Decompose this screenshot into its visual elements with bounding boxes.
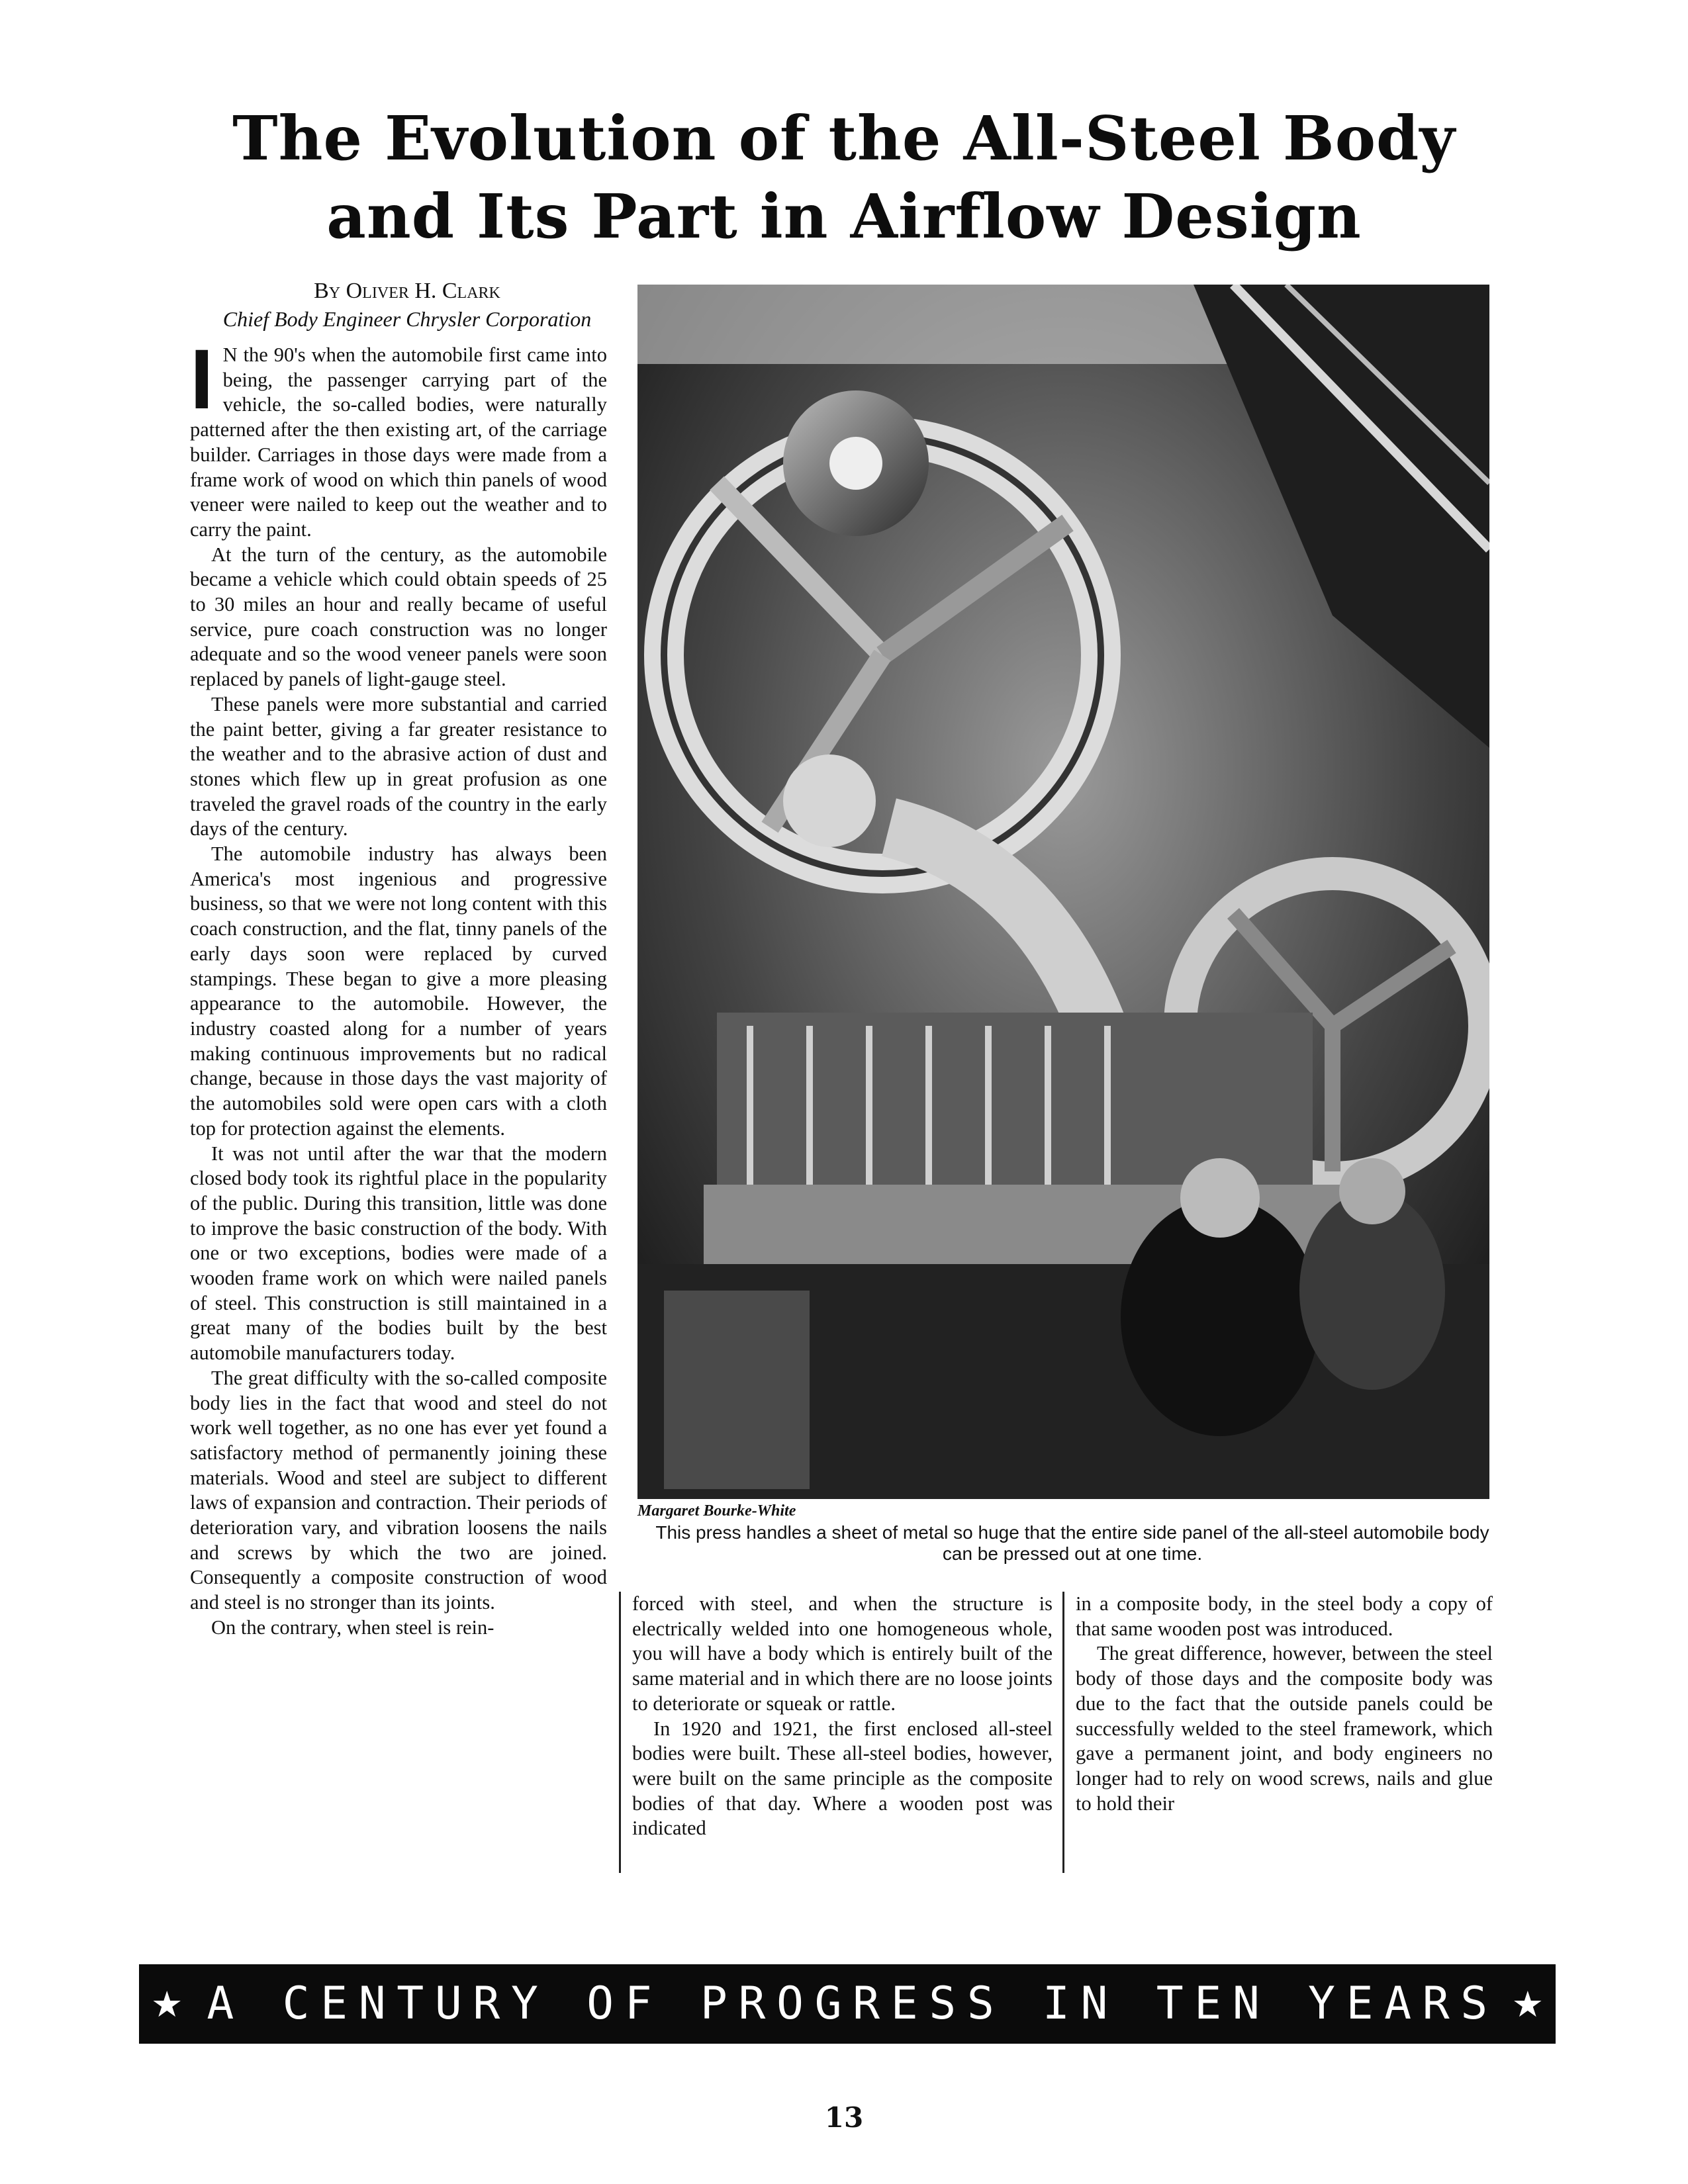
star-icon-left: ★ <box>151 1983 183 2025</box>
press-machine-photo <box>637 285 1489 1499</box>
century-of-progress-banner <box>139 1964 1556 2044</box>
paragraph-11: The great difference, however, between the steel body of those days and the composite body was due to the fact that the outside panels could be successfully welded to the steel framework, which gave a permanent joint, and body engineers no longer had to rely on wood screws, nails and glue to hold their <box>1076 1642 1493 1815</box>
column-rule-right <box>1062 1592 1064 1873</box>
banner-letter: R <box>473 1978 500 2030</box>
banner-letter: U <box>434 1978 462 2030</box>
drop-cap: I <box>190 332 214 427</box>
banner-gap <box>1270 1981 1297 2026</box>
banner-letter: C <box>282 1978 310 2030</box>
banner-gap <box>1005 1981 1031 2026</box>
photo-credit: Margaret Bourke-White <box>637 1502 796 1520</box>
banner-letter: O <box>776 1978 804 2030</box>
banner-gap <box>663 1981 689 2026</box>
paragraph-9: In 1920 and 1921, the first enclosed all-steel bodies were built. These all-steel bodies, however, were built on the same principle as the composite bodies of that day. Where a wooden post was indicated <box>632 1717 1053 1840</box>
paragraph-3: These panels were more substantial and carried the paint better, giving a far greater resistance to the weather and to the abrasive action of dust and stones which flew up in great profusion as one traveled the gravel roads of the country in the early days of the century. <box>190 692 607 841</box>
paragraph-1-text: N the 90's when the automobile first came into being, the passenger carrying part of the vehicle, the so-called bodies, were naturally patterned after the then existing art, of the carriage builder. Carriages in those days were made from a frame work of wood on which thin panels of wood veneer were nailed to keep out the weather and to carry the paint. <box>190 343 607 541</box>
banner-letter: R <box>738 1978 766 2030</box>
banner-letter: E <box>890 1978 918 2030</box>
text-column-3 <box>1076 1592 1493 1816</box>
banner-letter: S <box>966 1978 994 2030</box>
banner-letter: Y <box>1308 1978 1335 2030</box>
banner-letter: E <box>320 1978 348 2030</box>
banner-text <box>207 1978 1488 2030</box>
paragraph-1 <box>190 332 607 543</box>
text-column-2 <box>632 1592 1053 1841</box>
title-line-1: The Evolution of the All-Steel Body <box>232 103 1456 174</box>
banner-letter: I <box>1042 1978 1070 2030</box>
banner-letter: O <box>586 1978 614 2030</box>
photo-illustration <box>637 285 1489 1499</box>
banner-letter: P <box>700 1978 727 2030</box>
banner-letter: E <box>1346 1978 1374 2030</box>
paragraph-6: The great difficulty with the so-called composite body lies in the fact that wood and steel do not work well together, as no one has ever yet found a satisfactory method of permanently joining these materials. Wood and steel are subject to different laws of expansion and contraction. Their periods of deterioration vary, and vibration loosens the nails and screws by which the two are joined. Consequently a composite construction of wood and steel is no stronger than its joints. <box>190 1366 607 1614</box>
banner-letter: A <box>207 1978 234 2030</box>
banner-gap <box>549 1981 576 2026</box>
paragraph-7: On the contrary, when steel is rein- <box>211 1615 494 1639</box>
paragraph-2: At the turn of the century, as the automobile became a vehicle which could obtain speeds of 25 to 30 miles an hour and really became of useful service, pure coach construction was no longer adequate and so the wood veneer panels were soon replaced by panels of light-gauge steel. <box>190 543 607 691</box>
article-title <box>152 99 1536 255</box>
banner-letter: E <box>1194 1978 1222 2030</box>
banner-letter: R <box>1422 1978 1450 2030</box>
column-rule-left <box>619 1592 621 1873</box>
paragraph-5: It was not until after the war that the modern closed body took its rightful place in the popularity of the public. During this transition, little was done to improve the basic construction of the body. With one or two exceptions, bodies were made of a wooden frame work on which were nailed panels of steel. This construction is still maintained in a great many of the bodies built by the best automobile manufacturers today. <box>190 1142 607 1365</box>
banner-gap <box>245 1981 271 2026</box>
author-affiliation: Chief Body Engineer Chrysler Corporation <box>222 307 592 331</box>
photo-caption: This press handles a sheet of metal so huge that the entire side panel of the all-steel automobile body can be pressed out at one time. <box>655 1522 1489 1564</box>
banner-letter: N <box>358 1978 386 2030</box>
paragraph-8: forced with steel, and when the structure is electrically welded into one homogeneous whole, you will have a body which is entirely built of the same material and in which there are no loose joints to deteriorate or squeak or rattle. <box>632 1592 1053 1715</box>
paragraph-4: The automobile industry has always been America's most ingenious and progressive business, so that we were not long content with this coach construction, and the flat, tinny panels of the early days soon were replaced by curved stampings. These began to give a more pleasing appearance to the automobile. However, the industry coasted along for a number of years making continuous improvements but no radical change, because in those days the vast majority of the automobiles sold were open cars with a cloth top for protection against the elements. <box>190 842 607 1140</box>
banner-letter: T <box>1156 1978 1184 2030</box>
banner-letter: N <box>1080 1978 1108 2030</box>
banner-letter: T <box>397 1978 424 2030</box>
banner-letter: S <box>1460 1978 1488 2030</box>
page-number: 13 <box>824 2101 864 2134</box>
banner-letter: F <box>624 1978 652 2030</box>
star-icon-right: ★ <box>1511 1983 1544 2025</box>
banner-letter: Y <box>510 1978 538 2030</box>
banner-gap <box>1119 1981 1145 2026</box>
banner-letter: A <box>1384 1978 1412 2030</box>
author-byline: By Oliver H. Clark <box>314 279 500 303</box>
paragraph-10: in a composite body, in the steel body a copy of that same wooden post was introduced. <box>1076 1592 1493 1640</box>
banner-letter: R <box>853 1978 880 2030</box>
title-line-2: and Its Part in Airflow Design <box>326 181 1362 252</box>
text-column-1 <box>190 332 607 1641</box>
banner-letter: S <box>929 1978 957 2030</box>
banner-letter: G <box>814 1978 842 2030</box>
banner-letter: N <box>1232 1978 1260 2030</box>
